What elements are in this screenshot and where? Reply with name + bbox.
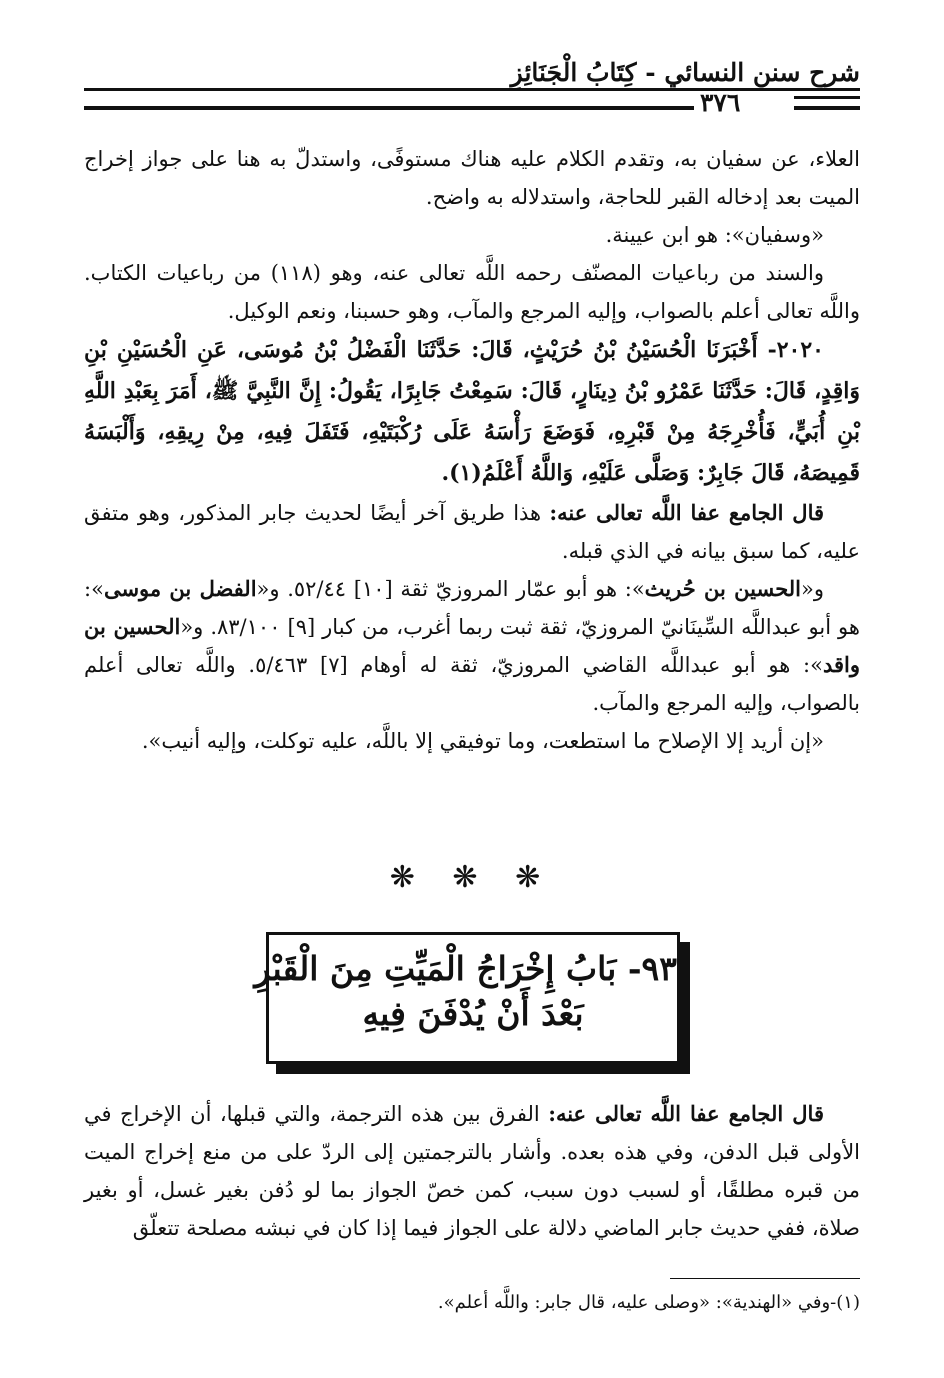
narrator-name-3: الحسين بن واقد: [84, 614, 860, 677]
paragraph-sufyan: «وسفيان»: هو ابن عيينة.: [605, 223, 824, 247]
page-number: ٣٧٦: [700, 88, 741, 117]
paragraph-closing-quote: «إن أريد إلا الإصلاح ما استطعت، وما توفيقي إلا باللَّه، عليه توكلت، وإليه أنيب».: [141, 729, 824, 753]
footnote-rule: [670, 1278, 860, 1279]
narrators-text-c: »: هو أبو عبداللَّه السِّينَانيّ المروزيّ، ثقة ثبت ربما أغرب، من كبار [٩] ٨٣/١٠٠. و«: [84, 577, 860, 639]
header-rule: [84, 88, 860, 91]
chapter-title-line1: ٩٣- بَابُ إِخْرَاجُ الْمَيِّتِ مِنَ الْقَبْرِ: [254, 949, 677, 988]
chapter-text-block: [84, 1095, 860, 1247]
narrator-name-2: الفضل بن موسى: [103, 576, 257, 601]
running-title: شرح سنن النسائي - كِتَابُ الْجَنَائِزِ: [510, 58, 860, 87]
header-rule-right: [794, 106, 860, 110]
narrators-text-b: »: هو أبو عمّار المروزيّ ثقة [١٠] ٥٢/٤٤. و«: [256, 577, 645, 601]
chapter-compiler-lead: قال الجامع عفا اللَّه تعالى عنه:: [548, 1101, 824, 1126]
section-separator: ❋ ❋ ❋: [389, 860, 555, 895]
chapter-intro-text: الفرق بين هذه الترجمة، والتي قبلها، أن الإخراج في الأولى قبل الدفن، وفي هذه بعده. وأشار بالترجمتين إلى الردّ على من منع إخراج الميت من قبره مطلقًا، أو لسبب دون سبب، كمن خصّ الجواز بما لو دُفن بغير غسل، أو بغير صلاة، ففي حديث جابر الماضي دلالة على الجواز فيما إذا كان في نبشه مصلحة تتعلّق: [84, 1102, 860, 1240]
compiler-lead: قال الجامع عفا اللَّه تعالى عنه:: [549, 500, 825, 525]
narrators-text-a: و«: [800, 577, 824, 601]
paragraph-chapter-intro: [84, 1095, 860, 1247]
header-rule-right-upper: [794, 96, 860, 99]
header-rule-left: [84, 106, 694, 110]
paragraph-isnad: والسند من رباعيات المصنّف رحمه اللَّه تعالى عنه، وهو (١١٨) من رباعيات الكتاب. واللَّه تعالى أعلم بالصواب، وإليه المرجع والمآب، وهو حسبنا، ونعم الوكيل.: [84, 261, 860, 323]
narrator-name-1: الحسين بن حُريث: [644, 576, 801, 601]
compiler-note-text: هذا طريق آخر أيضًا لحديث جابر المذكور، وهو متفق عليه، كما سبق بيانه في الذي قبله.: [84, 501, 860, 563]
paragraph-compiler-note: [84, 494, 860, 570]
narrators-text-d: »: هو أبو عبداللَّه القاضي المروزيّ، ثقة له أوهام [٧] ٥/٤٦٣. واللَّه تعالى أعلم بالصواب، وإليه المرجع والمآب.: [84, 653, 860, 715]
paragraph-narrators: [84, 570, 860, 722]
chapter-title-line2: بَعْدَ أَنْ يُدْفَنَ فِيهِ: [362, 994, 584, 1033]
paragraph-continuation: العلاء، عن سفيان به، وتقدم الكلام عليه هناك مستوفًى، واستدلّ به هنا على جواز إخراج الميت بعد إدخاله القبر للحاجة، واستدلاله به واضح.: [84, 147, 861, 209]
footnote: (١)-وفي «الهندية»: «وصلى عليه، قال جابر: واللَّه أعلم».: [437, 1292, 860, 1313]
hadith-text: ٢٠٢٠- أَخْبَرَنَا الْحُسَيْنُ بْنُ حُرَيْثٍ، قَالَ: حَدَّثَنَا الْفَضْلُ بْنُ مُوسَى، عَنِ الْحُسَيْنِ بْنِ وَاقِدٍ، قَالَ: حَدَّثَنَا عَمْرُو بْنُ دِينَارٍ، قَالَ: سَمِعْتُ جَابِرًا، يَقُولُ: إِنَّ النَّبِيَّ ﷺ، أَمَرَ بِعَبْدِ اللَّهِ بْنِ أُبَيٍّ، فَأُخْرِجَهُ مِنْ قَبْرِهِ، فَوَضَعَ رَأْسَهُ عَلَى رُكْبَتَيْهِ، فَتَفَلَ فِيهِ، مِنْ رِيقِهِ، وَأَلْبَسَهُ قَمِيصَهُ، قَالَ جَابِرٌ: وَصَلَّى عَلَيْهِ، وَاللَّهُ أَعْلَمُ(١).: [84, 337, 860, 486]
chapter-heading-box: [254, 932, 680, 1064]
main-text-block: [84, 140, 860, 760]
